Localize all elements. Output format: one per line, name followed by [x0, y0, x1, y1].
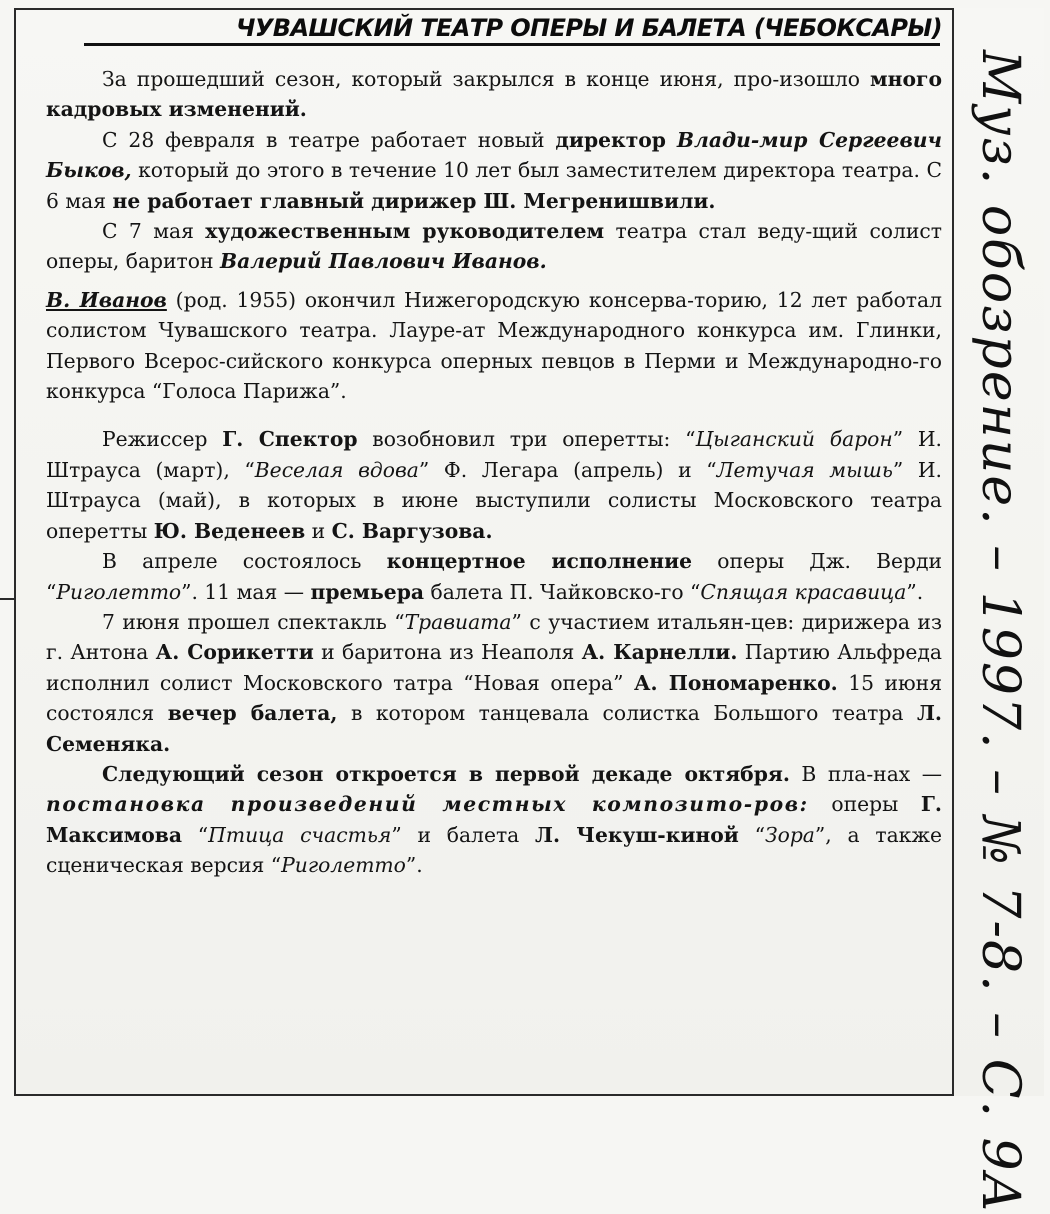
- text-run: ”.: [906, 579, 924, 604]
- text-run: возобновил три оперетты: “: [357, 427, 696, 452]
- person-name: Г. Максимова: [46, 792, 942, 847]
- text-run-bold: не работает главный дирижер Ш. Мегренишвили.: [112, 188, 716, 213]
- clipping-edge-bottom: [14, 1094, 954, 1096]
- paragraph-june-performances: [46, 607, 942, 759]
- paragraph-new-director: [46, 125, 942, 216]
- text-run-bold: много кадровых изменений.: [46, 67, 942, 122]
- text-run: ” И. Штрауса (март), “: [46, 427, 943, 482]
- text-run: 15 июня состоялся: [46, 670, 942, 726]
- text-run: ” и балета: [391, 822, 536, 847]
- text-run-bold: Следующий сезон откроется в первой декаде октября.: [102, 761, 790, 786]
- text-run: Режиссер: [102, 427, 223, 452]
- text-run: театра стал веду-щий солист оперы, баритон: [46, 219, 942, 274]
- text-run: С 28 февраля в театре работает новый: [102, 127, 556, 152]
- paragraph-ivanov-bio: [46, 285, 942, 407]
- text-run: “: [182, 822, 209, 847]
- text-run: ”. 11 мая —: [181, 579, 311, 604]
- person-name: Ю. Веденеев: [153, 518, 306, 543]
- headline: ЧУВАШСКИЙ ТЕАТР ОПЕРЫ И БАЛЕТА (ЧЕБОКСАРЫ): [236, 14, 942, 42]
- article-body: [46, 64, 942, 881]
- person-name: Л. Чекуш-киной: [535, 822, 739, 847]
- text-run: ”.: [405, 853, 423, 878]
- scan-tick-mark: [0, 598, 16, 600]
- work-title: Травиата: [404, 609, 512, 634]
- person-name: Л. Семеняка.: [46, 701, 942, 756]
- text-run: 7 июня прошел спектакль “: [102, 609, 405, 634]
- work-title: Риголетто: [281, 853, 406, 878]
- text-run: в котором танцевала солистка Большого театра: [337, 701, 917, 726]
- clipping-edge-right: [952, 8, 954, 1096]
- paragraph-season-summary: [46, 64, 942, 125]
- text-run-bold: директор: [555, 127, 666, 152]
- text-run: В апреле состоялось: [102, 549, 387, 574]
- person-name-underlined: В. Иванов: [46, 287, 167, 312]
- person-name: А. Пономаренко.: [634, 670, 838, 695]
- person-name: Валерий Павлович Иванов.: [219, 249, 547, 274]
- text-run: С 7 мая: [102, 219, 206, 244]
- person-name: С. Варгузова.: [331, 518, 493, 543]
- work-title: Цыганский барон: [695, 427, 893, 452]
- text-run: (род. 1955) окончил Нижегородскую консерва-торию, 12 лет работал солистом Чувашского театра. Лауре-ат Международного конкурса им. Глинки, Первого Всерос-сийского конкурса оперных певцов в Перми и Международно-го конкурса “Голоса Парижа”.: [46, 287, 942, 404]
- person-name: Г. Спектор: [222, 427, 358, 452]
- text-run: В пла-нах —: [789, 761, 942, 786]
- text-run-bold-italic: постановка произведений местных композито-ров:: [46, 792, 809, 817]
- text-run: балета П. Чайковско-го “: [424, 579, 701, 604]
- text-run: Партию Альфреда исполнил солист Московского татра “Новая опера”: [46, 640, 942, 695]
- handwritten-citation: Муз. обозрение. – 1997. – № 7-8. – С. 9А: [970, 50, 1030, 1214]
- work-title: Птица счастья: [208, 822, 392, 847]
- paragraph-operettas: [46, 424, 942, 546]
- text-run-bold: премьера: [310, 579, 425, 604]
- paragraph-artistic-director: [46, 216, 942, 277]
- work-title: Веселая вдова: [254, 457, 419, 482]
- text-run: который до этого в течение 10 лет был заместителем директора театра. С 6 мая: [46, 158, 942, 213]
- text-run: ” с участием итальян-цев: дирижера из г. Антона: [46, 609, 943, 665]
- text-run-bold: вечер балета,: [167, 701, 338, 726]
- text-run-bold: художественным руководителем: [205, 219, 605, 244]
- text-run-bold: концертное исполнение: [386, 549, 693, 574]
- text-run: ” И. Штрауса (май), в которых в июне выступили солисты Московского театра оперетты: [46, 457, 942, 543]
- clipping-edge-left: [14, 8, 16, 1096]
- work-title: Зора: [764, 822, 815, 847]
- work-title: Риголетто: [56, 579, 182, 604]
- headline-rule: [84, 43, 940, 46]
- person-name: А. Карнелли.: [581, 640, 738, 665]
- text-run: За прошедший сезон, который закрылся в конце июня, про-изошло: [102, 67, 871, 91]
- paragraph-next-season: [46, 759, 942, 881]
- paragraph-april-may: [46, 546, 942, 607]
- text-run: оперы Дж. Верди “: [46, 549, 943, 604]
- text-run: ”, а также сценическая версия “: [46, 822, 943, 878]
- text-run: и: [305, 518, 332, 543]
- text-run: и баритона из Неаполя: [313, 640, 582, 665]
- work-title: Спящая красавица: [700, 579, 907, 604]
- text-run: ” Ф. Легара (апрель) и “: [418, 457, 717, 482]
- person-name: А. Сорикетти: [155, 640, 314, 665]
- text-run: “: [738, 822, 765, 847]
- person-name: Влади-мир Сергеевич Быков,: [46, 127, 943, 183]
- text-run: оперы: [808, 792, 921, 817]
- text-run: [666, 128, 677, 152]
- work-title: Летучая мышь: [716, 457, 893, 482]
